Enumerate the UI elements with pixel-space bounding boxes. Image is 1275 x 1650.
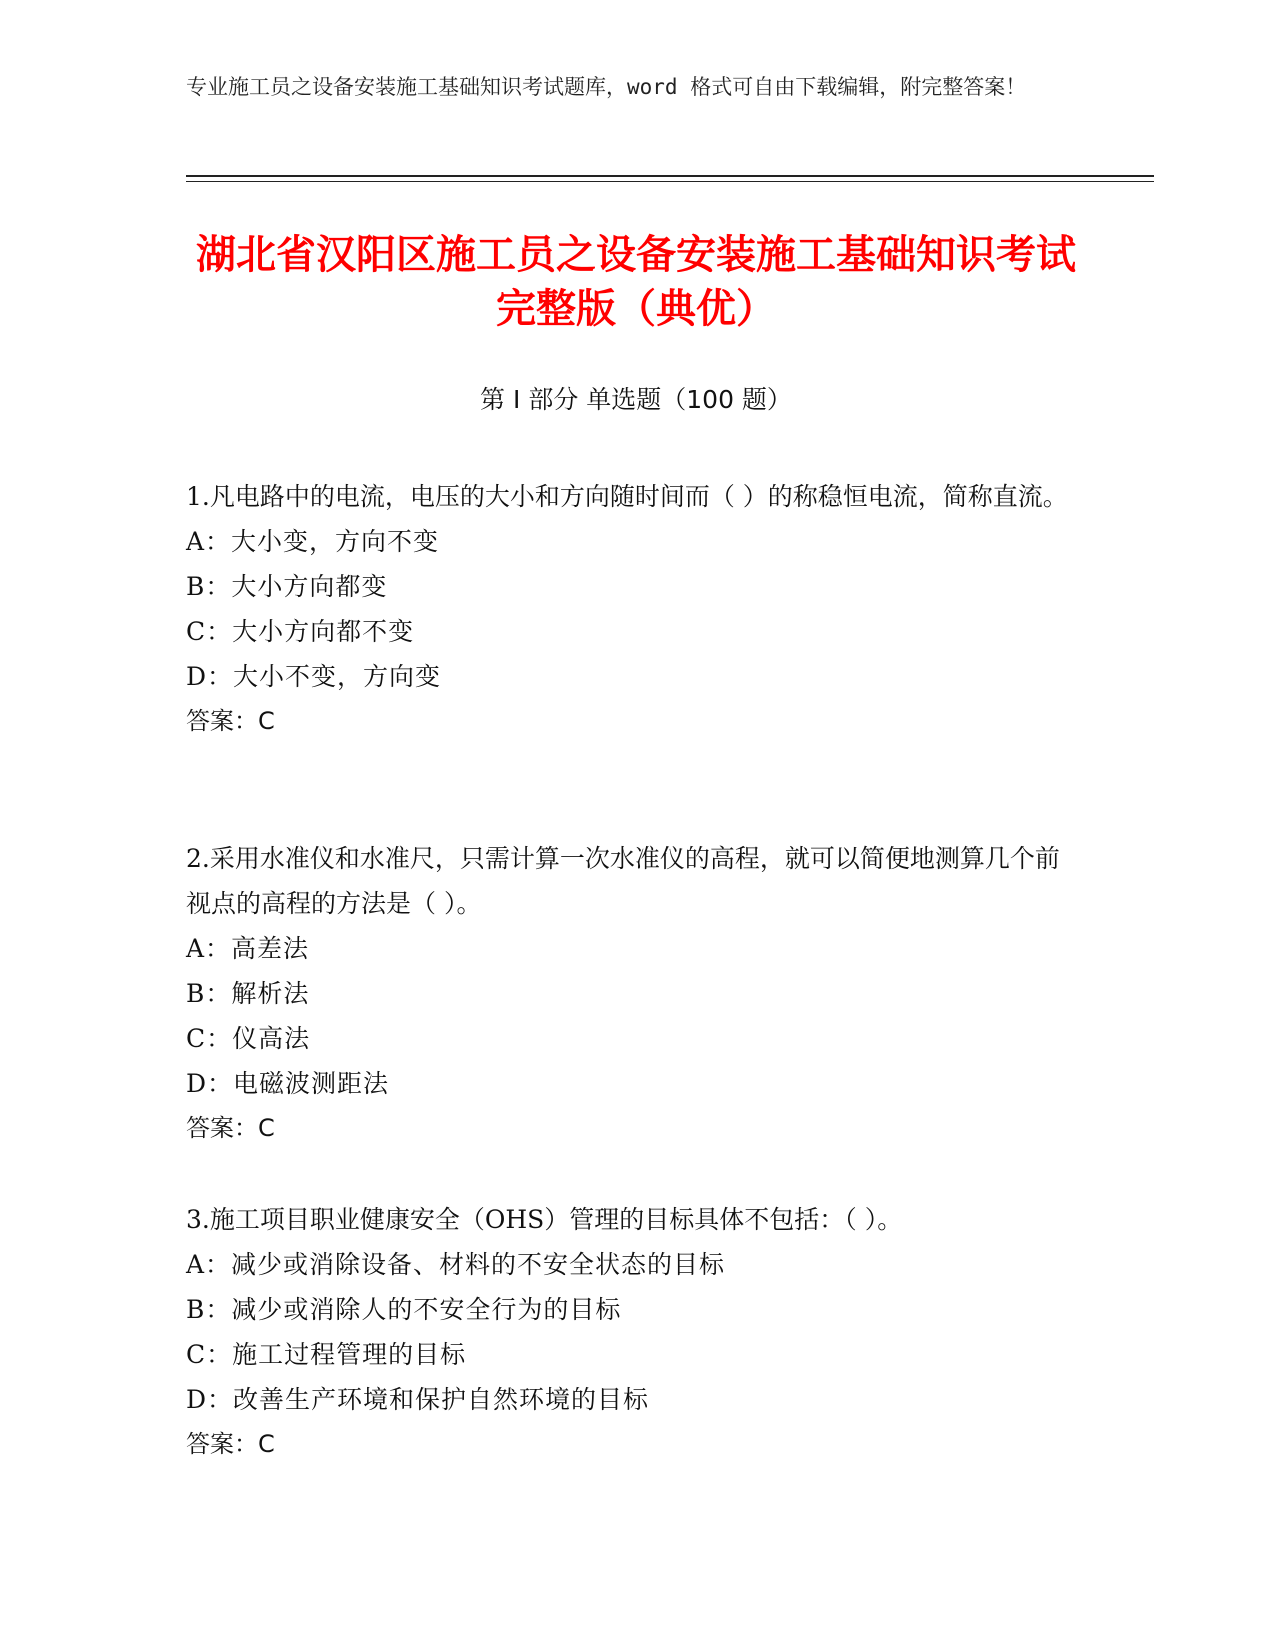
option-b: B：减少或消除人的不安全行为的目标 [186, 1295, 622, 1324]
option-b: B：解析法 [186, 979, 310, 1008]
question-stem: 2.采用水准仪和水准尺，只需计算一次水准仪的高程，就可以简便地测算几个前视点的高程的方法是（ ）。 [186, 844, 1060, 918]
question-1 [186, 474, 1076, 744]
option-b: B：大小方向都变 [186, 572, 388, 601]
answer: 答案：C [186, 707, 275, 735]
section-heading: 第 I 部分 单选题（100 题） [480, 385, 792, 414]
document-title: 湖北省汉阳区施工员之设备安装施工基础知识考试完整版（典优） [196, 232, 1076, 332]
question-3 [186, 1197, 1076, 1467]
option-c: C：施工过程管理的目标 [186, 1340, 467, 1369]
option-d: D：改善生产环境和保护自然环境的目标 [186, 1385, 650, 1414]
option-c: C：大小方向都不变 [186, 617, 415, 646]
question-stem: 3.施工项目职业健康安全（OHS）管理的目标具体不包括：（ ）。 [186, 1205, 903, 1234]
question-2 [186, 836, 1076, 1151]
option-a: A：大小变，方向不变 [186, 527, 440, 556]
answer: 答案：C [186, 1114, 275, 1142]
header-divider-thick [186, 175, 1154, 177]
option-c: C：仪高法 [186, 1024, 311, 1053]
option-a: A：高差法 [186, 934, 310, 963]
question-stem: 1.凡电路中的电流，电压的大小和方向随时间而（ ）的称稳恒电流，简称直流。 [186, 482, 1068, 511]
option-d: D：电磁波测距法 [186, 1069, 390, 1098]
header-divider-thin [186, 181, 1154, 182]
option-d: D：大小不变，方向变 [186, 662, 442, 691]
document-header-note: 专业施工员之设备安装施工基础知识考试题库，word 格式可自由下载编辑，附完整答案！ [186, 75, 1027, 99]
answer: 答案：C [186, 1430, 275, 1458]
option-a: A：减少或消除设备、材料的不安全状态的目标 [186, 1250, 726, 1279]
